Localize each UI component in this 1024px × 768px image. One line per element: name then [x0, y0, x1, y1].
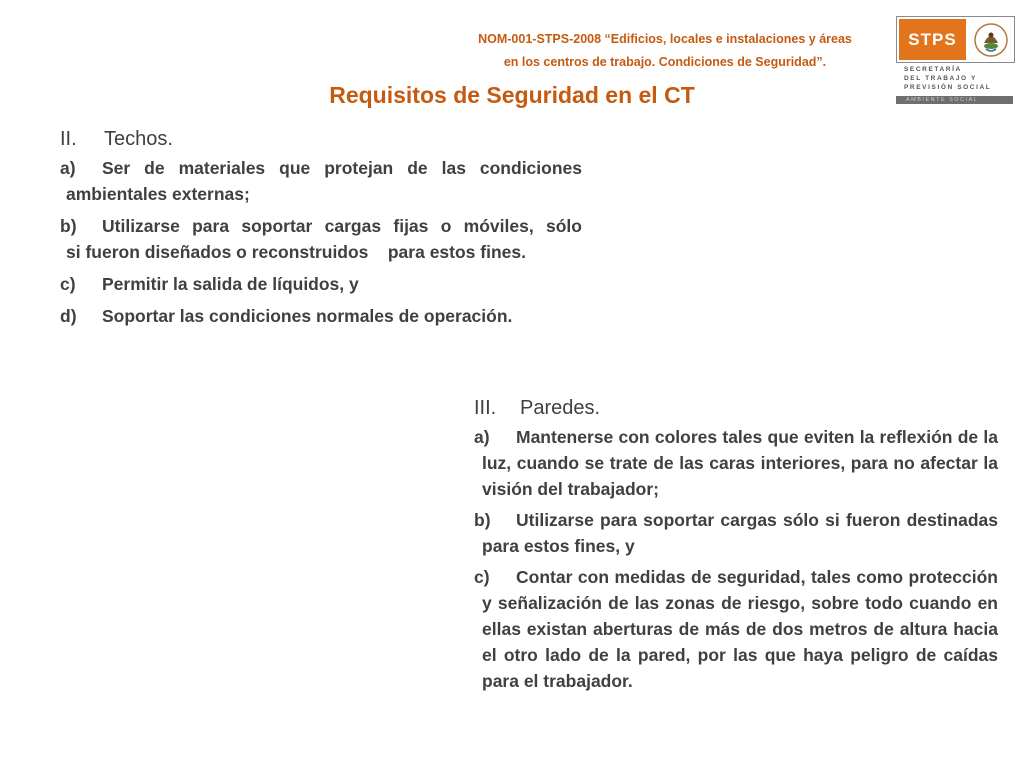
list-item [60, 303, 582, 329]
item-text: Permitir la salida de líquidos, y [102, 274, 359, 294]
item-marker: d) [60, 306, 77, 326]
logo-line-3: PREVISIÓN SOCIAL [904, 84, 992, 91]
item-marker: a) [474, 427, 490, 447]
logo-line-1: SECRETARÍA [904, 66, 962, 73]
item-text-line-1: Utilizarse para soportar cargas fijas o móviles, sólo [102, 216, 582, 236]
section-number: III. [474, 397, 497, 419]
page-title: Requisitos de Seguridad en el CT [329, 82, 695, 108]
item-text: Soportar las condiciones normales de operación. [102, 306, 513, 326]
norm-reference-line-1: NOM-001-STPS-2008 “Edificios, locales e instalaciones y áreas [478, 32, 852, 46]
item-text-line-2: si fueron diseñados o reconstruidos para estos fines. [66, 242, 526, 262]
item-text: Utilizarse para soportar cargas sólo si fueron destinadas para estos fines, y [482, 510, 998, 556]
section-title: Techos. [104, 128, 173, 150]
item-text: Contar con medidas de seguridad, tales como protección y señalización de las zonas de riesgo, sobre todo cuando en ellas existan aberturas de más de dos metros de altura hacia el otro lado de la pared, por las que haya peligro de caídas para el trabajador. [482, 567, 998, 691]
section-number: II. [60, 128, 77, 150]
list-item [60, 271, 582, 297]
section-techos [60, 128, 582, 335]
list-item [474, 507, 998, 559]
list-item [60, 155, 582, 207]
list-item [474, 424, 998, 502]
item-text-line-2: ambientales externas; [66, 184, 250, 204]
item-marker: c) [474, 567, 490, 587]
norm-reference [440, 28, 890, 74]
list-item [60, 213, 582, 265]
section-heading [474, 397, 998, 420]
item-text-line-1: Ser de materiales que protejan de las condiciones [102, 158, 582, 178]
item-marker: b) [474, 510, 491, 530]
logo-brand: STPS [899, 19, 966, 60]
item-marker: a) [60, 158, 76, 178]
section-heading [60, 128, 582, 151]
logo-bar: AMBIENTE SOCIAL [896, 96, 1013, 104]
item-text: Mantenerse con colores tales que eviten la reflexión de la luz, cuando se trate de las caras interiores, para no afectar la visión del trabajador; [482, 427, 998, 499]
list-item [474, 564, 998, 694]
item-marker: b) [60, 216, 77, 236]
norm-reference-line-2: en los centros de trabajo. Condiciones de Seguridad”. [503, 55, 827, 69]
logo-line-2: DEL TRABAJO Y [904, 75, 977, 82]
logo-frame [896, 16, 1015, 63]
section-title: Paredes. [520, 397, 601, 419]
item-marker: c) [60, 274, 76, 294]
mexican-coat-of-arms-icon [972, 21, 1010, 59]
section-paredes [474, 397, 998, 699]
stps-logo [894, 14, 1014, 106]
